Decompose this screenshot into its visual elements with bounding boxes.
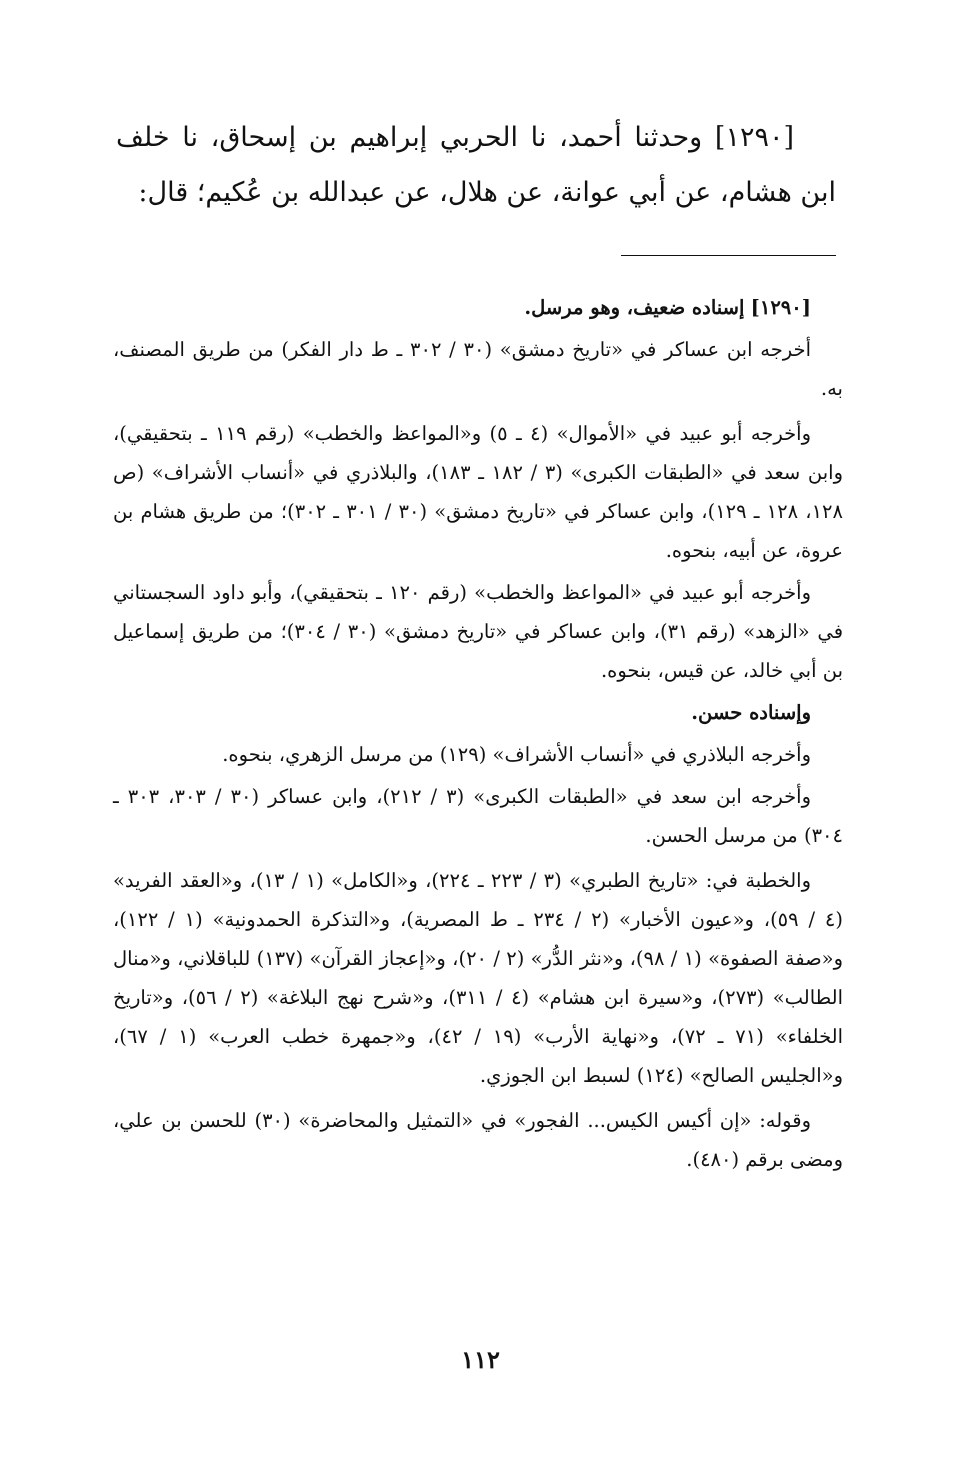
- footnote-grading-2: وإسناده حسن.: [691, 701, 811, 724]
- footnote-paragraph-6: والخطبة في: «تاريخ الطبري» (٣ / ٢٢٣ ـ ٢٢٤)، و«الكامل» (١ / ١٣)، و«العقد الفريد» (٤ / ٥٩)، و«عيون الأخبار» (٢ / ٢٣٤ ـ ط المصرية)، و«التذكرة الحمدونية» (١ / ١٢٢)، و«صفة الصفوة» (١ / ٩٨)، و«نثر الدُّر» (٢ / ٢٠)، و«إعجاز القرآن» (١٣٧) للباقلاني، و«منال الطالب» (٢٧٣)، و«سيرة ابن هشام» (٤ / ٣١١)، و«شرح نهج البلاغة» (٢ / ٥٦)، و«تاريخ الخلفاء» (٧١ ـ ٧٢)، و«نهاية الأرب» (١٩ / ٤٢)، و«جمهرة خطب العرب» (١ / ٦٧)، و«الجليس الصالح» (١٢٤) لسبط ابن الجوزي.: [113, 869, 844, 1087]
- footnote-paragraph-2: وأخرجه أبو عبيد في «الأموال» (٤ ـ ٥) و«المواعظ والخطب» (رقم ١١٩ ـ بتحقيقي)، وابن سعد في «الطبقات الكبرى» (٣ / ١٨٢ ـ ١٨٣)، والبلاذري في «أنساب الأشراف» (ص ١٢٨، ١٢٨ ـ ١٢٩)، وابن عساكر في «تاريخ دمشق» (٣٠ / ٣٠١ ـ ٣٠٢)؛ من طريق هشام بن عروة، عن أبيه، بنحوه.: [113, 422, 844, 562]
- footnote-ref-number: [١٢٩٠]: [750, 296, 811, 319]
- footnote-paragraph-3: وأخرجه أبو عبيد في «المواعظ والخطب» (رقم ١٢٠ ـ بتحقيقي)، وأبو داود السجستاني في «الزهد» (رقم ٣١)، وابن عساكر في «تاريخ دمشق» (٣٠ / ٣٠٤)؛ من طريق إسماعيل بن أبي خالد، عن قيس، بنحوه.: [113, 581, 844, 682]
- main-paragraph-text: وحدثنا أحمد، نا الحربي إبراهيم بن إسحاق، نا خلف ابن هشام، عن أبي عوانة، عن هلال، عن عبدالله بن عُكيم؛ قال:: [116, 122, 836, 208]
- footnote-paragraph-4: وأخرجه البلاذري في «أنساب الأشراف» (١٢٩) من مرسل الزهري، بنحوه.: [222, 743, 811, 766]
- footnote-grading: إسناده ضعيف، وهو مرسل.: [524, 296, 745, 319]
- main-hadith-text: [116, 110, 836, 220]
- footnote-heading: [113, 288, 843, 327]
- main-ref-number: [١٢٩٠]: [714, 122, 794, 153]
- main-paragraph: [116, 110, 836, 220]
- footnotes: [113, 288, 843, 1182]
- footnote-paragraph-7: وقوله: «إن أكيس الكيس... الفجور» في «التمثيل والمحاضرة» (٣٠) للحسن بن علي، ومضى برقم (٤٨٠).: [113, 1109, 843, 1171]
- footnote-separator: [621, 255, 836, 256]
- page-number: ١١٢: [461, 1345, 500, 1374]
- footnote-paragraph-1: أخرجه ابن عساكر في «تاريخ دمشق» (٣٠ / ٣٠٢ ـ ط دار الفكر) من طريق المصنف، به.: [113, 338, 843, 400]
- footnote-paragraph-5: وأخرجه ابن سعد في «الطبقات الكبرى» (٣ / ٢١٢)، وابن عساكر (٣٠ / ٣٠٣، ٣٠٣ ـ ٣٠٤) من مرسل الحسن.: [113, 785, 843, 847]
